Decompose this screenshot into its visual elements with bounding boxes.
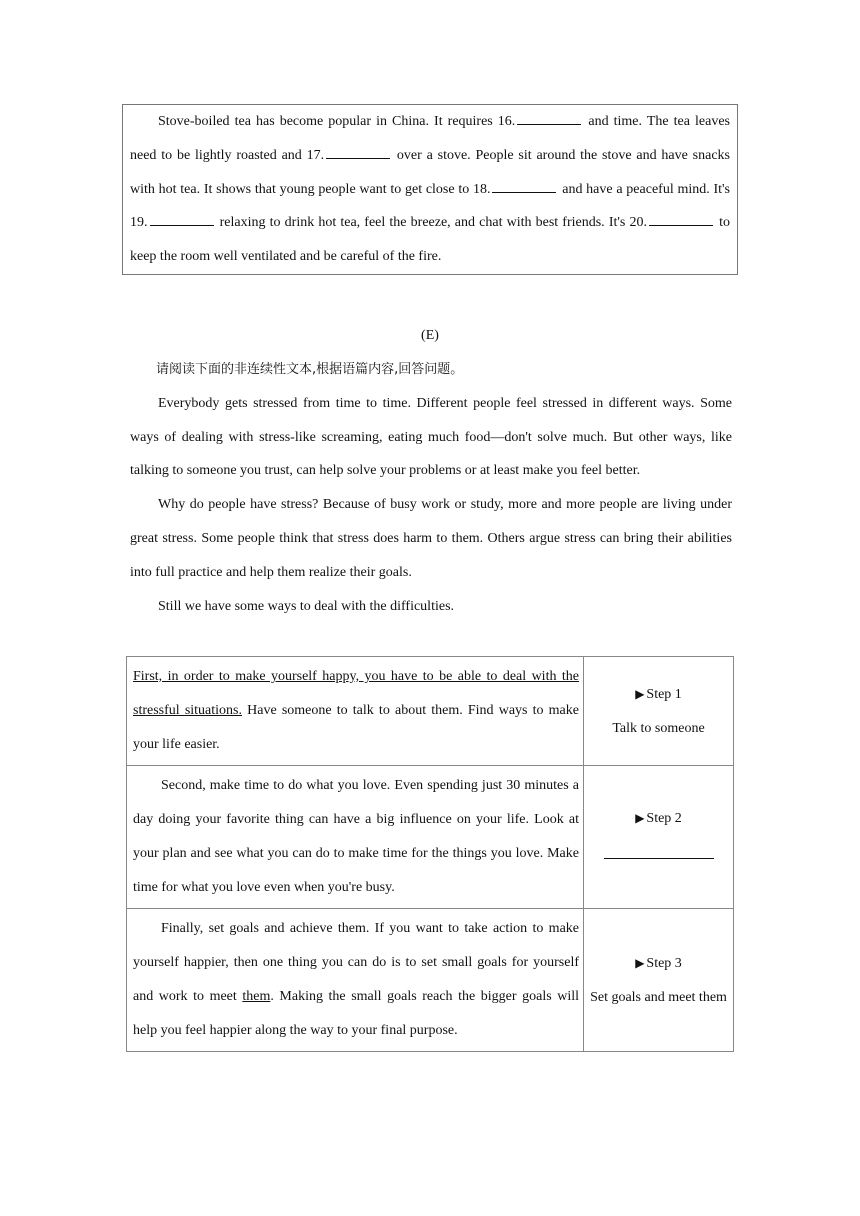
step-3-text: Finally, set goals and achieve them. If you want to take action to make yourself happier, then one thing you can do is to set small goals for yourself and work to meet them. Making the small goals reach the bigger goals will help you feel happier along the way to your final purpose. xyxy=(127,909,584,1052)
blank-20[interactable] xyxy=(649,211,713,226)
step-2-answer-blank[interactable] xyxy=(604,836,714,859)
blank-17[interactable] xyxy=(326,144,390,159)
paragraph-3: Still we have some ways to deal with the difficulties. xyxy=(158,598,455,614)
blank-19[interactable] xyxy=(150,211,214,226)
step-2-heading: ▶ Step 2 xyxy=(584,766,734,909)
right-triangle-icon: ▶ xyxy=(635,686,645,701)
cloze-passage-box xyxy=(122,104,738,275)
blank-16[interactable] xyxy=(517,110,581,125)
underlined-word: them xyxy=(242,989,271,1004)
table-row xyxy=(127,766,734,909)
step-3-heading: ▶ Step 3 Set goals and meet them xyxy=(584,909,734,1052)
paragraph-2: Why do people have stress? Because of busy work or study, more and more people are living under great stress. Some people think that stress does harm to them. Others argue stress can bring their abilities into full practice and help them realize their goals. xyxy=(130,497,732,580)
underlined-sentence: First, in order to make yourself happy, you have to be able to deal with the stressful situations. xyxy=(133,669,579,718)
right-triangle-icon: ▶ xyxy=(635,811,645,825)
step-1-heading: ▶ Step 1 Talk to someone xyxy=(584,657,734,766)
steps-table xyxy=(126,656,734,1052)
section-label: (E) xyxy=(421,328,439,343)
cloze-passage-text: Stove-boiled tea has become popular in China. It requires 16. and time. The tea leaves need to be lightly roasted and 17. over a stove. People sit around the stove and have snacks with hot tea. It shows that young people want to get close to 18. and have a peaceful mind. It's 19. relaxing to drink hot tea, feel the breeze, and chat with best friends. It's 20. to keep the room well ventilated and be careful of the fire. xyxy=(130,105,730,274)
reading-text xyxy=(130,353,732,623)
step-2-text: Second, make time to do what you love. Even spending just 30 minutes a day doing your favorite thing can have a big influence on your life. Look at your plan and see what you can do to make time for the things you love. Make time for what you love even when you're busy. xyxy=(127,766,584,909)
table-row xyxy=(127,909,734,1052)
instruction: 请阅读下面的非连续性文本,根据语篇内容,回答问题。 xyxy=(156,362,464,377)
right-triangle-icon: ▶ xyxy=(635,955,645,970)
table-row xyxy=(127,657,734,766)
paragraph-1: Everybody gets stressed from time to time. Different people feel stressed in different ways. Some ways of dealing with stress-like screaming, eating much food—don't solve much. But other ways, like talking to someone you trust, can help solve your problems or at least make you feel better. xyxy=(130,395,732,479)
blank-18[interactable] xyxy=(492,178,556,193)
step-1-text: First, in order to make yourself happy, you have to be able to deal with the stressful situations. Have someone to talk to about them. Find ways to make your life easier. xyxy=(127,657,584,766)
